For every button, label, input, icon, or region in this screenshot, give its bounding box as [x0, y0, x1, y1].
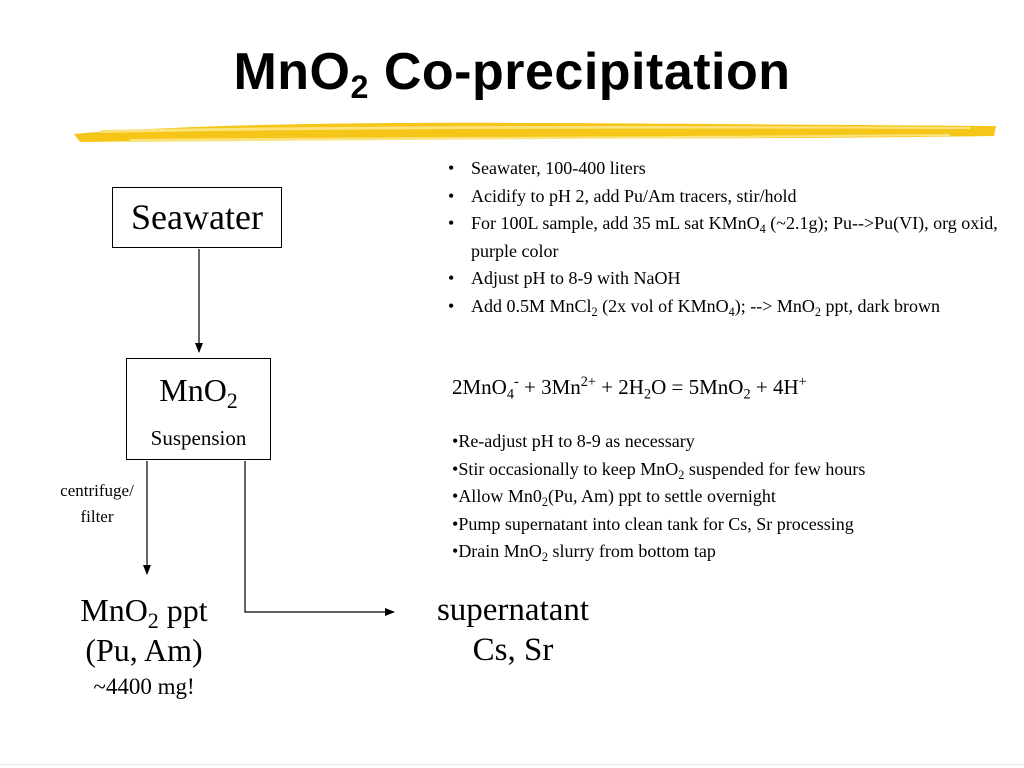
- settling-list: [452, 428, 1012, 566]
- footer-divider: [0, 764, 1024, 765]
- supernatant-result: supernatant Cs, Sr: [436, 592, 590, 668]
- list-item: • Add 0.5M MnCl$_2$ (2x vol of KMnO$_4$); --> MnO$_2$ ppt, dark brown: [444, 293, 1004, 321]
- reaction-equation: $2MnO_4^- + 3Mn^{2+} + 2H_2O = 5MnO_2 + 4H^+$: [452, 374, 807, 403]
- list-item: • Re-adjust pH to 8-9 as necessary: [452, 428, 1012, 456]
- mno2-formula: MnO$_2$: [159, 372, 238, 413]
- centrifuge-filter-label: centrifuge/ filter: [60, 481, 134, 526]
- suspension-label: Suspension: [150, 426, 247, 450]
- seawater-box: Seawater: [112, 187, 282, 248]
- list-item: • Adjust pH to 8-9 with NaOH: [444, 265, 1004, 293]
- list-item: • For 100L sample, add 35 mL sat KMnO$_4$ (~2.1g); Pu-->Pu(VI), org oxid, purple color: [444, 210, 1004, 265]
- mno2-ppt-result: MnO$_2$ ppt (Pu, Am) ~4400 mg!: [80, 592, 208, 699]
- slide-title: MnO$_2$ Co-precipitation: [233, 43, 791, 106]
- list-item: • Pump supernatant into clean tank for Cs, Sr processing: [452, 511, 1012, 539]
- list-item: • Acidify to pH 2, add Pu/Am tracers, stir/hold: [444, 183, 1004, 211]
- list-item: • Allow $Mn0_2(Pu$, Am) ppt to settle overnight: [452, 483, 1012, 511]
- procedure-list: [444, 155, 1004, 320]
- list-item: • Stir occasionally to keep MnO$_2$ suspended for few hours: [452, 456, 1012, 484]
- list-item: • Seawater, 100-400 liters: [444, 155, 1004, 183]
- list-item: • Drain MnO$_2$ slurry from bottom tap: [452, 538, 1012, 566]
- arrow-mno2-to-supernatant: [245, 461, 394, 612]
